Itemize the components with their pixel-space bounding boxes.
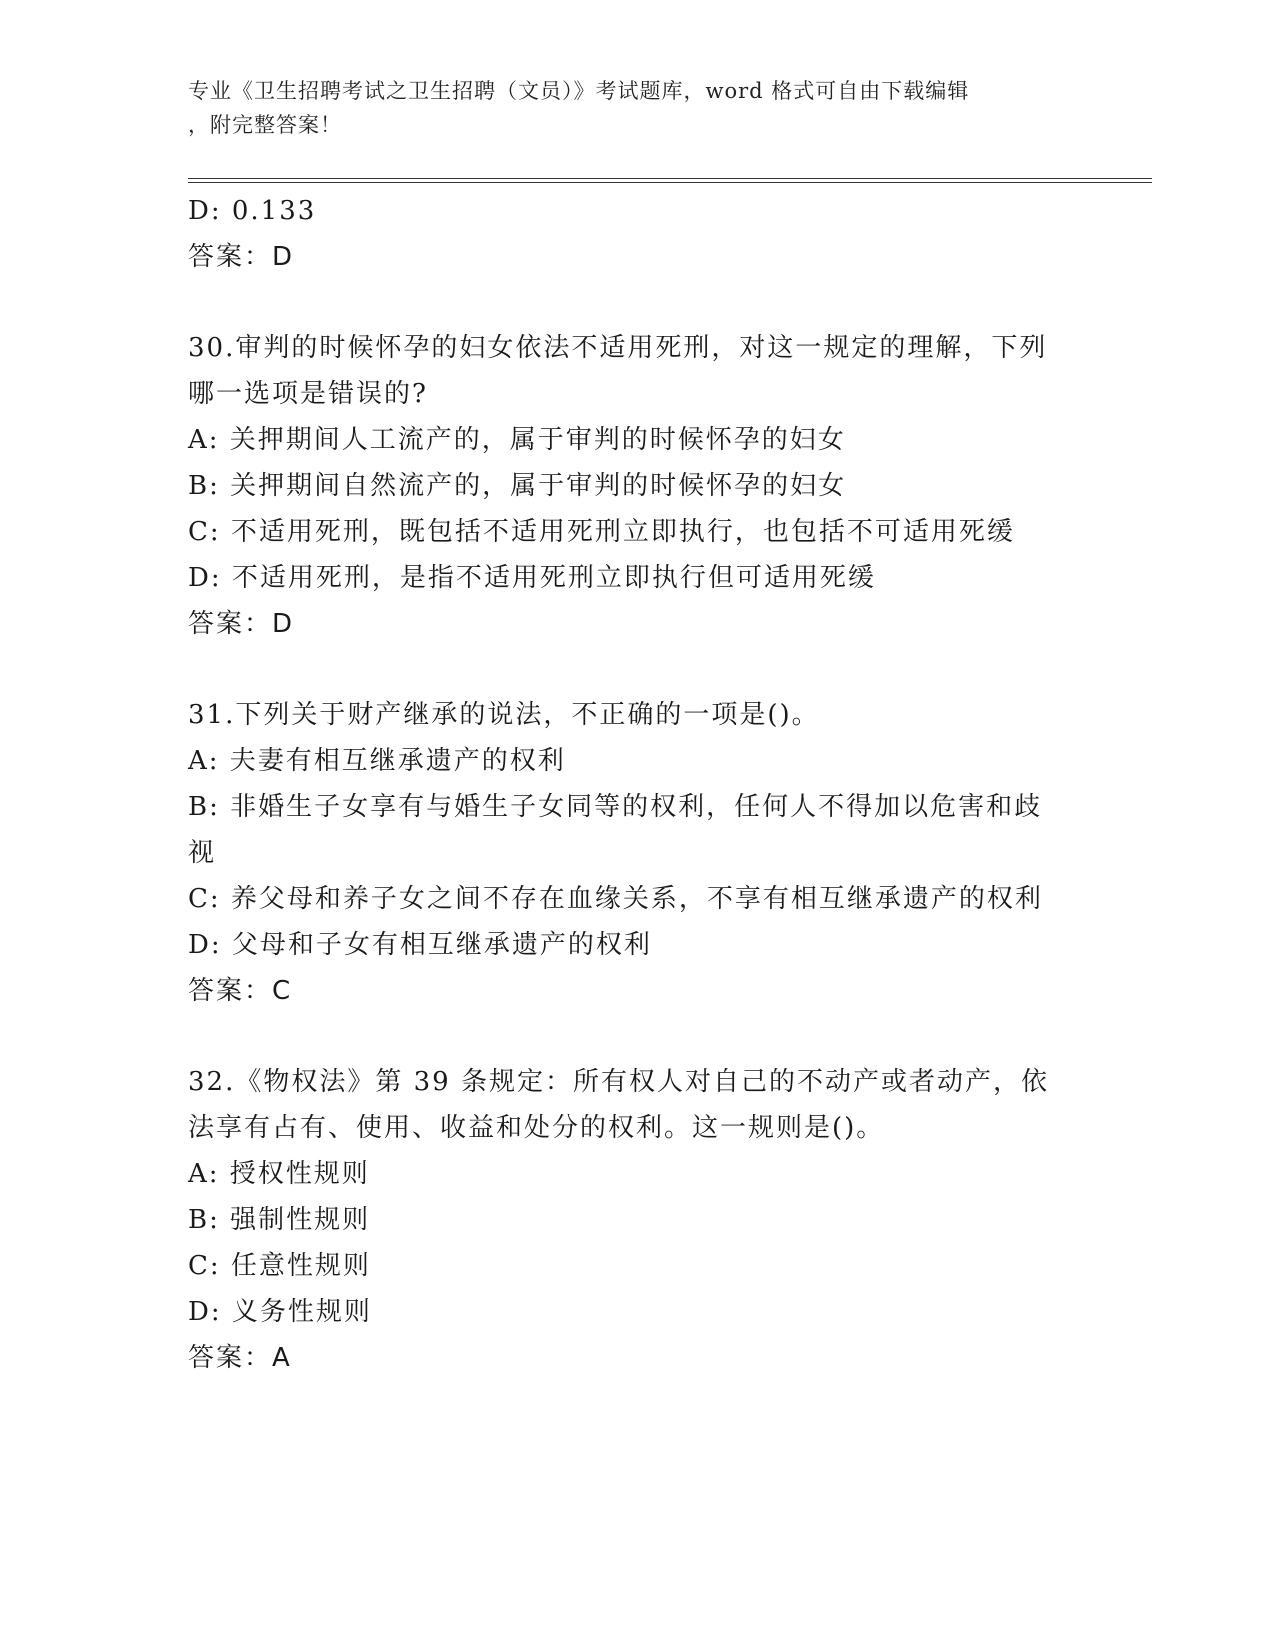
answer: 答案：C bbox=[188, 976, 293, 1006]
option-a: A: 夫妻有相互继承遗产的权利 bbox=[188, 746, 566, 776]
spacer bbox=[188, 647, 1068, 692]
option-d: D: 父母和子女有相互继承遗产的权利 bbox=[188, 930, 652, 960]
spacer bbox=[188, 280, 1068, 325]
question-stem: 31.下列关于财产继承的说法，不正确的一项是()。 bbox=[188, 700, 820, 730]
question-stem: 法享有占有、使用、收益和处分的权利。这一规则是()。 bbox=[188, 1113, 885, 1143]
option-b: B: 非婚生子女享有与婚生子女同等的权利，任何人不得加以危害和歧 bbox=[188, 792, 1043, 822]
question-30 bbox=[188, 325, 1068, 647]
option-c: C: 任意性规则 bbox=[188, 1251, 371, 1281]
question-stem: 32.《物权法》第 39 条规定：所有权人对自己的不动产或者动产，依 bbox=[188, 1067, 1049, 1097]
option-d: D: 不适用死刑，是指不适用死刑立即执行但可适用死缓 bbox=[188, 563, 876, 593]
question-32 bbox=[188, 1059, 1068, 1381]
header-divider-bottom bbox=[188, 182, 1152, 183]
option-c: C: 不适用死刑，既包括不适用死刑立即执行，也包括不可适用死缓 bbox=[188, 517, 1015, 547]
option-b-continued: 视 bbox=[188, 838, 217, 868]
option-c: C: 养父母和养子女之间不存在血缘关系，不享有相互继承遗产的权利 bbox=[188, 884, 1043, 914]
question-stem: 哪一选项是错误的? bbox=[188, 379, 428, 409]
prev-option-d: D: 0.133 bbox=[188, 196, 317, 226]
header-line-1: 专业《卫生招聘考试之卫生招聘（文员）》考试题库，word 格式可自由下载编辑 bbox=[188, 79, 970, 103]
question-31 bbox=[188, 692, 1068, 1014]
answer: 答案：D bbox=[188, 609, 295, 639]
option-b: B: 关押期间自然流产的，属于审判的时候怀孕的妇女 bbox=[188, 471, 847, 501]
option-d: D: 义务性规则 bbox=[188, 1297, 372, 1327]
page-header bbox=[188, 74, 1068, 142]
option-a: A: 授权性规则 bbox=[188, 1159, 370, 1189]
prev-answer: 答案：D bbox=[188, 242, 295, 272]
question-stem: 30.审判的时候怀孕的妇女依法不适用死刑，对这一规定的理解，下列 bbox=[188, 333, 1048, 363]
option-b: B: 强制性规则 bbox=[188, 1205, 371, 1235]
answer: 答案：A bbox=[188, 1343, 292, 1373]
option-a: A: 关押期间人工流产的，属于审判的时候怀孕的妇女 bbox=[188, 425, 846, 455]
header-line-2: ，附完整答案！ bbox=[188, 113, 342, 137]
header-divider-top bbox=[188, 178, 1152, 179]
document-body bbox=[188, 188, 1068, 1381]
spacer bbox=[188, 1014, 1068, 1059]
